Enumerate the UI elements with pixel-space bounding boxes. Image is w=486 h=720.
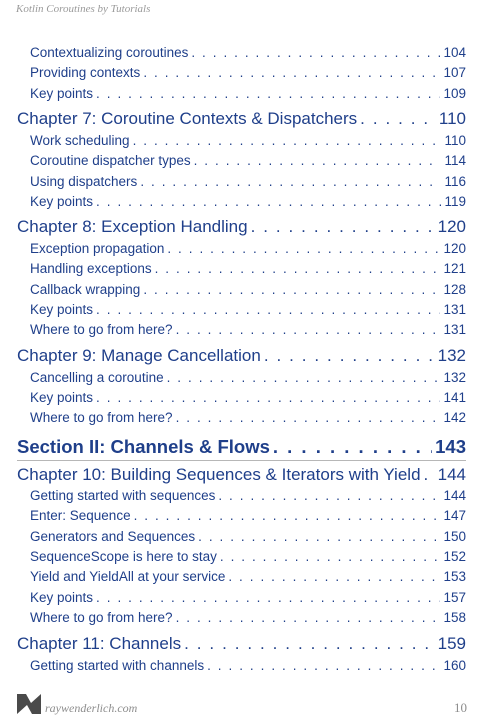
toc-chapter-entry[interactable] [17, 346, 466, 368]
toc-entry-page: 132 [443, 370, 466, 385]
leader-dots [207, 658, 440, 673]
toc-entry-page: 121 [443, 261, 466, 276]
toc-entry-title: Yield and YieldAll at your service [30, 569, 226, 584]
toc-entry-title: Where to go from here? [30, 610, 173, 625]
toc-entry[interactable] [30, 153, 466, 171]
leader-dots [191, 45, 440, 60]
leader-dots [424, 465, 435, 485]
toc-entry-page: 109 [443, 86, 466, 101]
leader-dots [251, 217, 435, 237]
section-divider [17, 460, 466, 461]
toc-entry-title: Work scheduling [30, 133, 130, 148]
toc-section-page: 143 [435, 436, 466, 457]
leader-dots [220, 549, 441, 564]
toc-entry-page: 107 [443, 65, 466, 80]
toc-entry[interactable] [30, 370, 466, 388]
leader-dots [133, 133, 442, 148]
toc-entry-page: 120 [443, 241, 466, 256]
toc-entry-title: Key points [30, 86, 94, 101]
toc-entry-page: 153 [443, 569, 466, 584]
leader-dots [96, 302, 440, 317]
toc-entry[interactable] [30, 488, 466, 506]
leader-dots [218, 488, 440, 503]
toc-entry-title: Cancelling a coroutine [30, 370, 164, 385]
raywenderlich-logo-icon [17, 694, 41, 714]
toc-entry[interactable] [30, 86, 466, 104]
toc-entry-title: Enter: Sequence [30, 508, 131, 523]
toc-entry[interactable] [30, 194, 466, 212]
toc-entry-title: Getting started with sequences [30, 488, 216, 503]
toc-entry-title: Exception propagation [30, 241, 165, 256]
toc-entry[interactable] [30, 322, 466, 340]
leader-dots [228, 569, 440, 584]
toc-entry-page: 116 [444, 174, 466, 189]
toc-entry-page: 144 [443, 488, 466, 503]
toc-entry[interactable] [30, 174, 466, 192]
toc-entry[interactable] [30, 390, 466, 408]
toc-entry-title: Where to go from here? [30, 322, 173, 337]
leader-dots [360, 109, 436, 129]
toc-entry-page: 104 [443, 45, 466, 60]
toc-entry-page: 150 [443, 529, 466, 544]
toc-chapter-page: 144 [437, 465, 466, 484]
toc-chapter-title: Chapter 9: Manage Cancellation [17, 346, 261, 365]
toc-entry-page: 114 [444, 153, 466, 168]
toc-entry-title: Key points [30, 390, 94, 405]
toc-entry-title: Getting started with channels [30, 658, 205, 673]
toc-chapter-title: Chapter 11: Channels [17, 634, 182, 653]
toc-entry-page: 131 [443, 302, 466, 317]
toc-entry[interactable] [30, 610, 466, 628]
leader-dots [184, 634, 435, 654]
leader-dots [264, 346, 435, 366]
leader-dots [96, 590, 440, 605]
leader-dots [140, 174, 441, 189]
toc-entry-page: 147 [443, 508, 466, 523]
footer-site: raywenderlich.com [45, 701, 138, 715]
toc-entry[interactable] [30, 241, 466, 259]
toc-entry-title: Contextualizing coroutines [30, 45, 189, 60]
toc-chapter-entry[interactable] [17, 109, 466, 131]
leader-dots [143, 282, 440, 297]
toc-section-entry[interactable] [17, 436, 466, 460]
toc-chapter-entry[interactable] [17, 634, 466, 656]
toc-chapter-entry[interactable] [17, 217, 466, 239]
leader-dots [96, 390, 440, 405]
toc-chapter-page: 110 [438, 109, 466, 128]
running-header: Kotlin Coroutines by Tutorials [16, 3, 151, 15]
toc-entry-title: Coroutine dispatcher types [30, 153, 191, 168]
leader-dots [96, 86, 440, 101]
toc-entry-title: SequenceScope is here to stay [30, 549, 217, 564]
toc-chapter-page: 132 [437, 346, 466, 365]
toc-entry[interactable] [30, 45, 466, 63]
page-number: 10 [454, 700, 467, 715]
leader-dots [194, 153, 442, 168]
toc-entry-page: 119 [444, 194, 466, 209]
toc-entry-page: 158 [443, 610, 466, 625]
toc-chapter-title: Chapter 7: Coroutine Contexts & Dispatchers [17, 109, 358, 128]
leader-dots [176, 410, 441, 425]
leader-dots [96, 194, 441, 209]
toc-chapter-title: Chapter 8: Exception Handling [17, 217, 248, 236]
toc-entry-page: 160 [443, 658, 466, 673]
toc-entry[interactable] [30, 590, 466, 608]
leader-dots [273, 436, 432, 458]
toc-entry-page: 157 [443, 590, 466, 605]
toc-entry-page: 128 [443, 282, 466, 297]
toc-entry[interactable] [30, 410, 466, 428]
leader-dots [176, 610, 441, 625]
leader-dots [198, 529, 440, 544]
toc-chapter-page: 159 [437, 634, 466, 653]
leader-dots [167, 241, 440, 256]
toc-entry[interactable] [30, 569, 466, 587]
toc-entry-page: 131 [443, 322, 466, 337]
toc-entry-title: Key points [30, 302, 94, 317]
leader-dots [167, 370, 441, 385]
toc-entry[interactable] [30, 282, 466, 300]
toc-entry[interactable] [30, 261, 466, 279]
toc-chapter-page: 120 [437, 217, 466, 236]
toc-entry-title: Using dispatchers [30, 174, 138, 189]
toc-entry-page: 110 [444, 133, 466, 148]
toc-section-title: Section II: Channels & Flows [17, 436, 270, 457]
leader-dots [143, 65, 440, 80]
toc-entry[interactable] [30, 508, 466, 526]
toc-entry-title: Callback wrapping [30, 282, 141, 297]
toc-entry-title: Generators and Sequences [30, 529, 196, 544]
toc-entry-title: Providing contexts [30, 65, 141, 80]
toc-entry[interactable] [30, 658, 466, 676]
toc-entry[interactable] [30, 65, 466, 83]
toc-entry[interactable] [30, 133, 466, 151]
toc-entry-title: Key points [30, 590, 94, 605]
toc-entry-page: 141 [443, 390, 466, 405]
toc-entry-page: 142 [443, 410, 466, 425]
toc-entry[interactable] [30, 529, 466, 547]
toc-entry-title: Where to go from here? [30, 410, 173, 425]
toc-entry[interactable] [30, 302, 466, 320]
toc-entry-title: Key points [30, 194, 94, 209]
toc-entry-page: 152 [443, 549, 466, 564]
toc-entry-title: Handling exceptions [30, 261, 152, 276]
toc-entry[interactable] [30, 549, 466, 567]
toc-chapter-title: Chapter 10: Building Sequences & Iterators with Yield [17, 465, 421, 484]
toc-chapter-entry[interactable] [17, 465, 466, 487]
leader-dots [155, 261, 441, 276]
leader-dots [176, 322, 441, 337]
leader-dots [134, 508, 441, 523]
